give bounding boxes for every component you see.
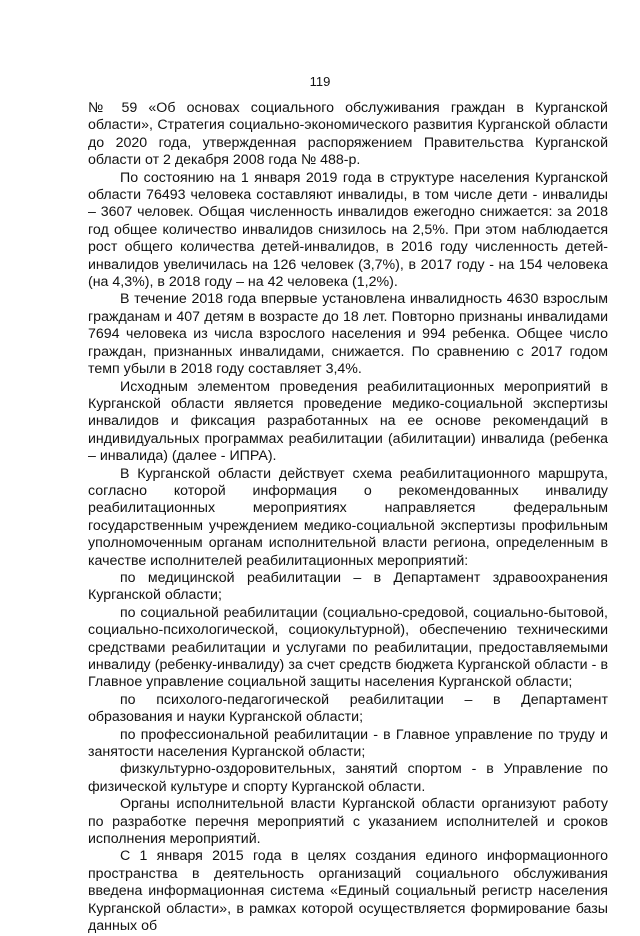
page-number: 119 [309, 74, 331, 89]
list-item-social-rehabilitation: по социальной реабилитации (социально-средовой, социально-бытовой, социально-психологической, социокультурной), обеспечению техническими средствами реабилитации и услугами по реабилитации, предоставляемыми инвалиду (ребенку-инвалиду) за счет средств бюджета Курганской области - в Главное управление социальной защиты населения Курганской области; [88, 604, 608, 691]
list-item-medical-rehabilitation: по медицинской реабилитации – в Департамент здравоохранения Курганской области; [88, 569, 608, 604]
list-item-professional-rehabilitation: по профессиональной реабилитации - в Главное управление по труду и занятости населения Курганской области; [88, 726, 608, 761]
paragraph-2018-disability: В течение 2018 года впервые установлена инвалидность 4630 взрослым гражданам и 407 детям в возрасте до 18 лет. Повторно признаны инвалидами 7694 человека из числа взрослого населения и 994 ребенка. Общее число граждан, признанных инвалидами, снижается. По сравнению с 2017 годом темп убыли в 2018 году составляет 3,4%. [88, 291, 608, 378]
list-item-sports-rehabilitation: физкультурно-оздоровительных, занятий спортом - в Управление по физической культуре и спорту Курганской области. [88, 761, 608, 795]
list-item-psych-ped-rehabilitation: по психолого-педагогической реабилитации – в Департамент образования и науки Курганской области; [88, 691, 608, 726]
paragraph-executive-bodies: Органы исполнительной власти Курганской области организуют работу по разработке перечня мероприятий с указанием исполнителей и сроков исполнения мероприятий. [88, 796, 608, 848]
document-body [88, 100, 608, 936]
paragraph-ipra: Исходным элементом проведения реабилитационных мероприятий в Курганской области является проведение медико-социальной экспертизы инвалидов и фиксация разработанных на ее основе рекомендаций в индивидуальных программах реабилитации (абилитации) инвалида (ребенка – инвалида) (далее - ИПРА). [88, 378, 608, 465]
paragraph-information-system: С 1 января 2015 года в целях создания единого информационного пространства в деятельность организаций социального обслуживания введена информационная система «Единый социальный регистр населения Курганской области», в рамках которой осуществляется формирование базы данных об [88, 848, 608, 935]
paragraph-disability-statistics: По состоянию на 1 января 2019 года в структуре населения Курганской области 76493 человека составляют инвалиды, в том числе дети - инвалиды – 3607 человек. Общая численность инвалидов ежегодно снижается: за 2018 год общее количество инвалидов снизилось на 2,5%. При этом наблюдается рост общего количества детей-инвалидов, в 2016 году численность детей-инвалидов увеличилась на 126 человек (3,7%), в 2017 году - на 154 человека (на 4,3%), в 2018 году – на 42 человека (1,2%). [88, 169, 608, 291]
paragraph-rehabilitation-route: В Курганской области действует схема реабилитационного маршрута, согласно которой информация о рекомендованных инвалиду реабилитационных мероприятиях направляется федеральным государственным учреждением медико-социальной экспертизы профильным уполномоченным органам исполнительной власти региона, определенным в качестве исполнителей реабилитационных мероприятий: [88, 465, 608, 569]
paragraph-legal-basis: № 59 «Об основах социального обслуживания граждан в Курганской области», Стратегия социально-экономического развития Курганской области до 2020 года, утвержденная распоряжением Правительства Курганской области от 2 декабря 2008 года № 488-р. [88, 100, 608, 169]
